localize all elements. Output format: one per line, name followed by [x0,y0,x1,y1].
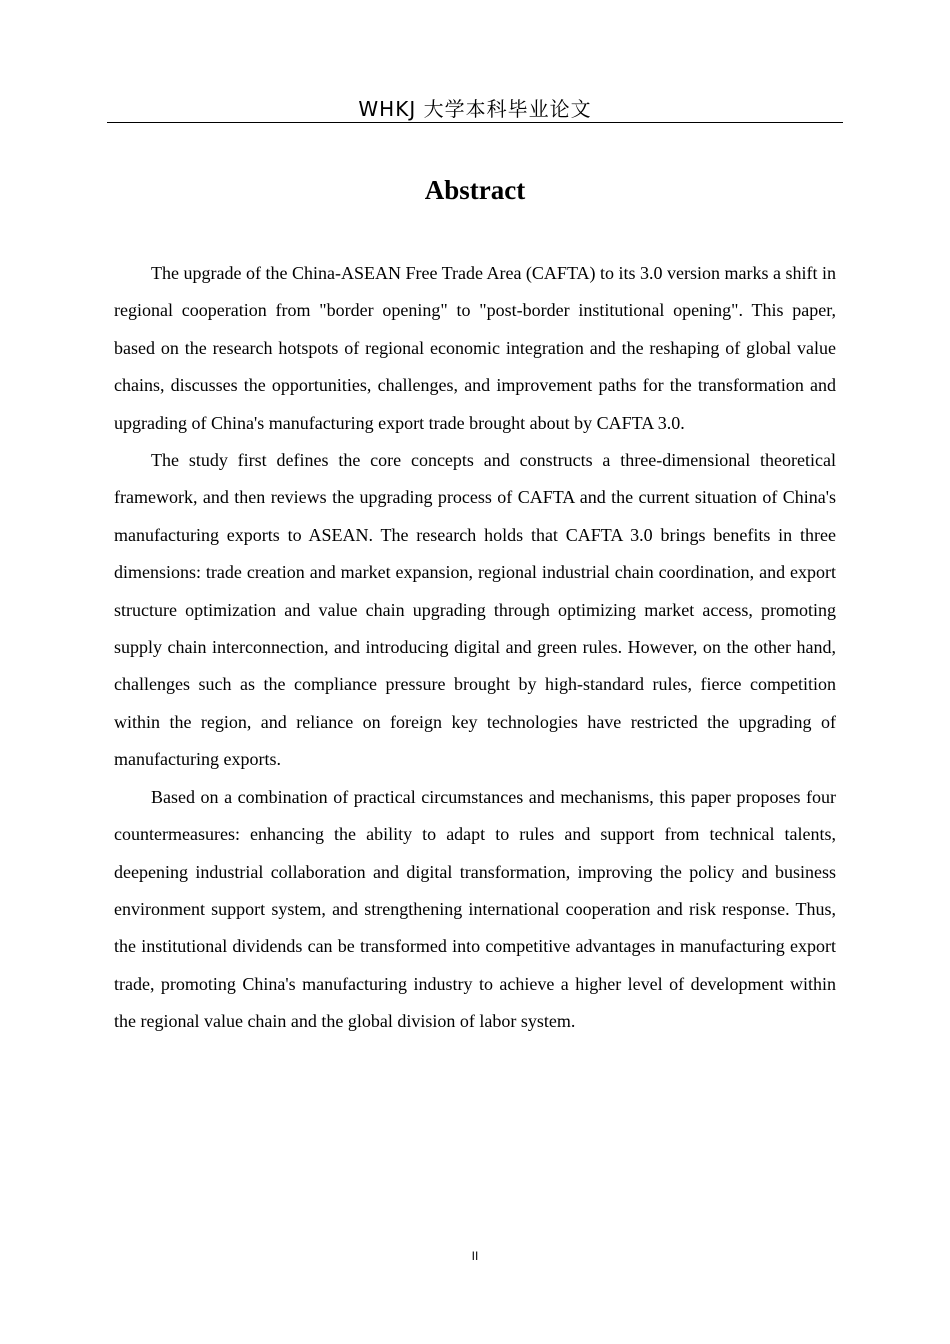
page-number: II [471,1249,479,1263]
page-title: Abstract [424,175,526,205]
paragraph-3: Based on a combination of practical circumstances and mechanisms, this paper proposes four countermeasures: enhancing the ability to adapt to rules and support from technical talents, deepening industrial collaboration and digital transformation, improving the policy and business environment support system, and strengthening international cooperation and risk response. Thus, the institutional dividends can be transformed into competitive advantages in manufacturing export trade, promoting China's manufacturing industry to achieve a higher level of development within the regional value chain and the global division of labor system. [114,786,836,1032]
page-header: WHKJ 大学本科毕业论文 [107,96,843,123]
paragraph-1: The upgrade of the China-ASEAN Free Trade Area (CAFTA) to its 3.0 version marks a shift in regional cooperation from "border opening" to "post-border institutional opening". This paper, based on the research hotspots of regional economic integration and the reshaping of global value chains, discusses the opportunities, challenges, and improvement paths for the transformation and upgrading of China's manufacturing export trade brought about by CAFTA 3.0. [114,263,836,433]
paragraph-2: The study first defines the core concepts and constructs a three-dimensional theoretical framework, and then reviews the upgrading process of CAFTA and the current situation of China's manufacturing exports to ASEAN. The research holds that CAFTA 3.0 brings benefits in three dimensions: trade creation and market expansion, regional industrial chain coordination, and export structure optimization and value chain upgrading through optimizing market access, promoting supply chain interconnection, and introducing digital and green rules. However, on the other hand, challenges such as the compliance pressure brought by high-standard rules, fierce competition within the region, and reliance on foreign key technologies have restricted the upgrading of manufacturing exports. [114,450,836,770]
abstract-body [114,255,836,1041]
